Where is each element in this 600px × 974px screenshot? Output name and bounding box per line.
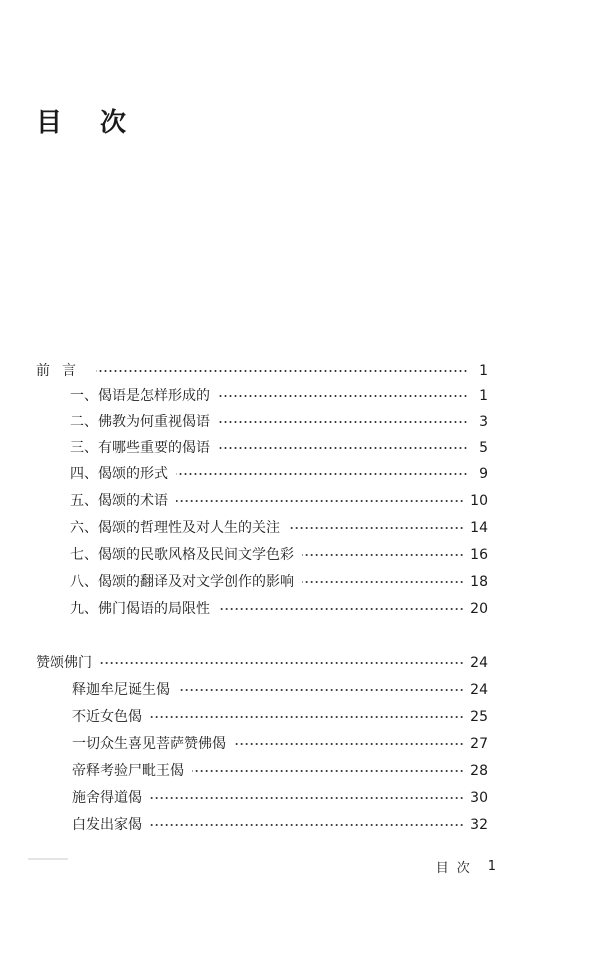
toc-entry-label: 二、佛教为何重视偈语 [70,414,210,430]
toc-entry-label: 三、有哪些重要的偈语 [70,440,210,456]
dot-leader [218,608,464,610]
toc-entry-label: 八、偈颂的翻译及对文学创作的影响 [70,574,294,590]
dot-leader [150,824,464,826]
toc-entry[interactable] [70,490,488,512]
toc-entry-page: 32 [470,817,488,833]
page-footer [436,857,496,876]
toc-entry-label: 施舍得道偈 [72,790,142,806]
dot-leader [302,554,464,556]
page-title-char: 目 [36,108,63,138]
dot-leader [176,500,464,502]
toc-entry-page: 5 [479,440,488,456]
dot-leader [302,581,464,583]
toc-entry-page: 1 [479,363,488,379]
dot-leader [150,716,464,718]
toc-entry-label: 七、偈颂的民歌风格及民间文学色彩 [70,547,294,563]
toc-entry-page: 24 [470,655,488,671]
toc-entry[interactable] [72,760,488,782]
toc-entry-page: 24 [470,682,488,698]
toc-entry-page: 30 [470,790,488,806]
dot-leader [288,527,464,529]
dot-leader [218,447,468,449]
toc-entry-label: 一切众生喜见菩萨赞佛偈 [72,736,226,752]
toc-entry-label: 前言 [36,363,88,379]
toc-entry-label: 释迦牟尼诞生偈 [72,682,170,698]
footer-title: 目次 [435,861,478,876]
toc-entry[interactable] [72,706,488,728]
toc-entry-label: 五、偈颂的术语 [70,493,168,509]
toc-entry[interactable] [70,463,488,485]
toc-entry[interactable] [70,437,488,459]
dot-leader [218,421,468,423]
toc-entry-page: 9 [479,466,488,482]
dot-leader [150,797,464,799]
toc-entry-preface[interactable] [36,360,488,382]
toc-entry-page: 14 [470,520,488,536]
toc-entry-page: 25 [470,709,488,725]
toc-entry-label: 赞颂佛门 [36,655,92,671]
toc-entry-page: 27 [470,736,488,752]
toc-entry[interactable] [72,814,488,836]
toc-entry-chapter[interactable] [36,652,488,674]
toc-entry-page: 16 [470,547,488,563]
toc-entry-page: 10 [470,493,488,509]
dot-leader [176,473,468,475]
footer-page-number: 1 [487,859,496,874]
page-title [36,102,126,139]
toc-entry-label: 帝释考验尸毗王偈 [72,763,184,779]
toc-entry-label: 九、佛门偈语的局限性 [70,601,210,617]
dot-leader [96,370,468,372]
dot-leader [178,689,464,691]
toc-entry-label: 一、偈语是怎样形成的 [70,388,210,404]
toc-entry-page: 1 [479,388,488,404]
toc-entry[interactable] [72,679,488,701]
toc-entry[interactable] [70,571,488,593]
dot-leader [100,662,464,664]
toc-entry-page: 20 [470,601,488,617]
toc-entry-label: 白发出家偈 [72,817,142,833]
toc-entry-page: 18 [470,574,488,590]
toc-entry[interactable] [70,598,488,620]
page-title-char: 次 [100,108,127,138]
toc-entry-label: 不近女色偈 [72,709,142,725]
scan-smudge [28,858,68,860]
dot-leader [218,395,468,397]
toc-entry[interactable] [72,787,488,809]
toc-entry-page: 28 [470,763,488,779]
toc-entry[interactable] [70,385,488,407]
dot-leader [192,770,464,772]
dot-leader [234,743,464,745]
toc-entry[interactable] [70,544,488,566]
toc-entry[interactable] [72,733,488,755]
toc-entry-label: 六、偈颂的哲理性及对人生的关注 [70,520,280,536]
toc-entry-page: 3 [479,414,488,430]
toc-entry-label: 四、偈颂的形式 [70,466,168,482]
toc-entry[interactable] [70,411,488,433]
toc-entry[interactable] [70,517,488,539]
